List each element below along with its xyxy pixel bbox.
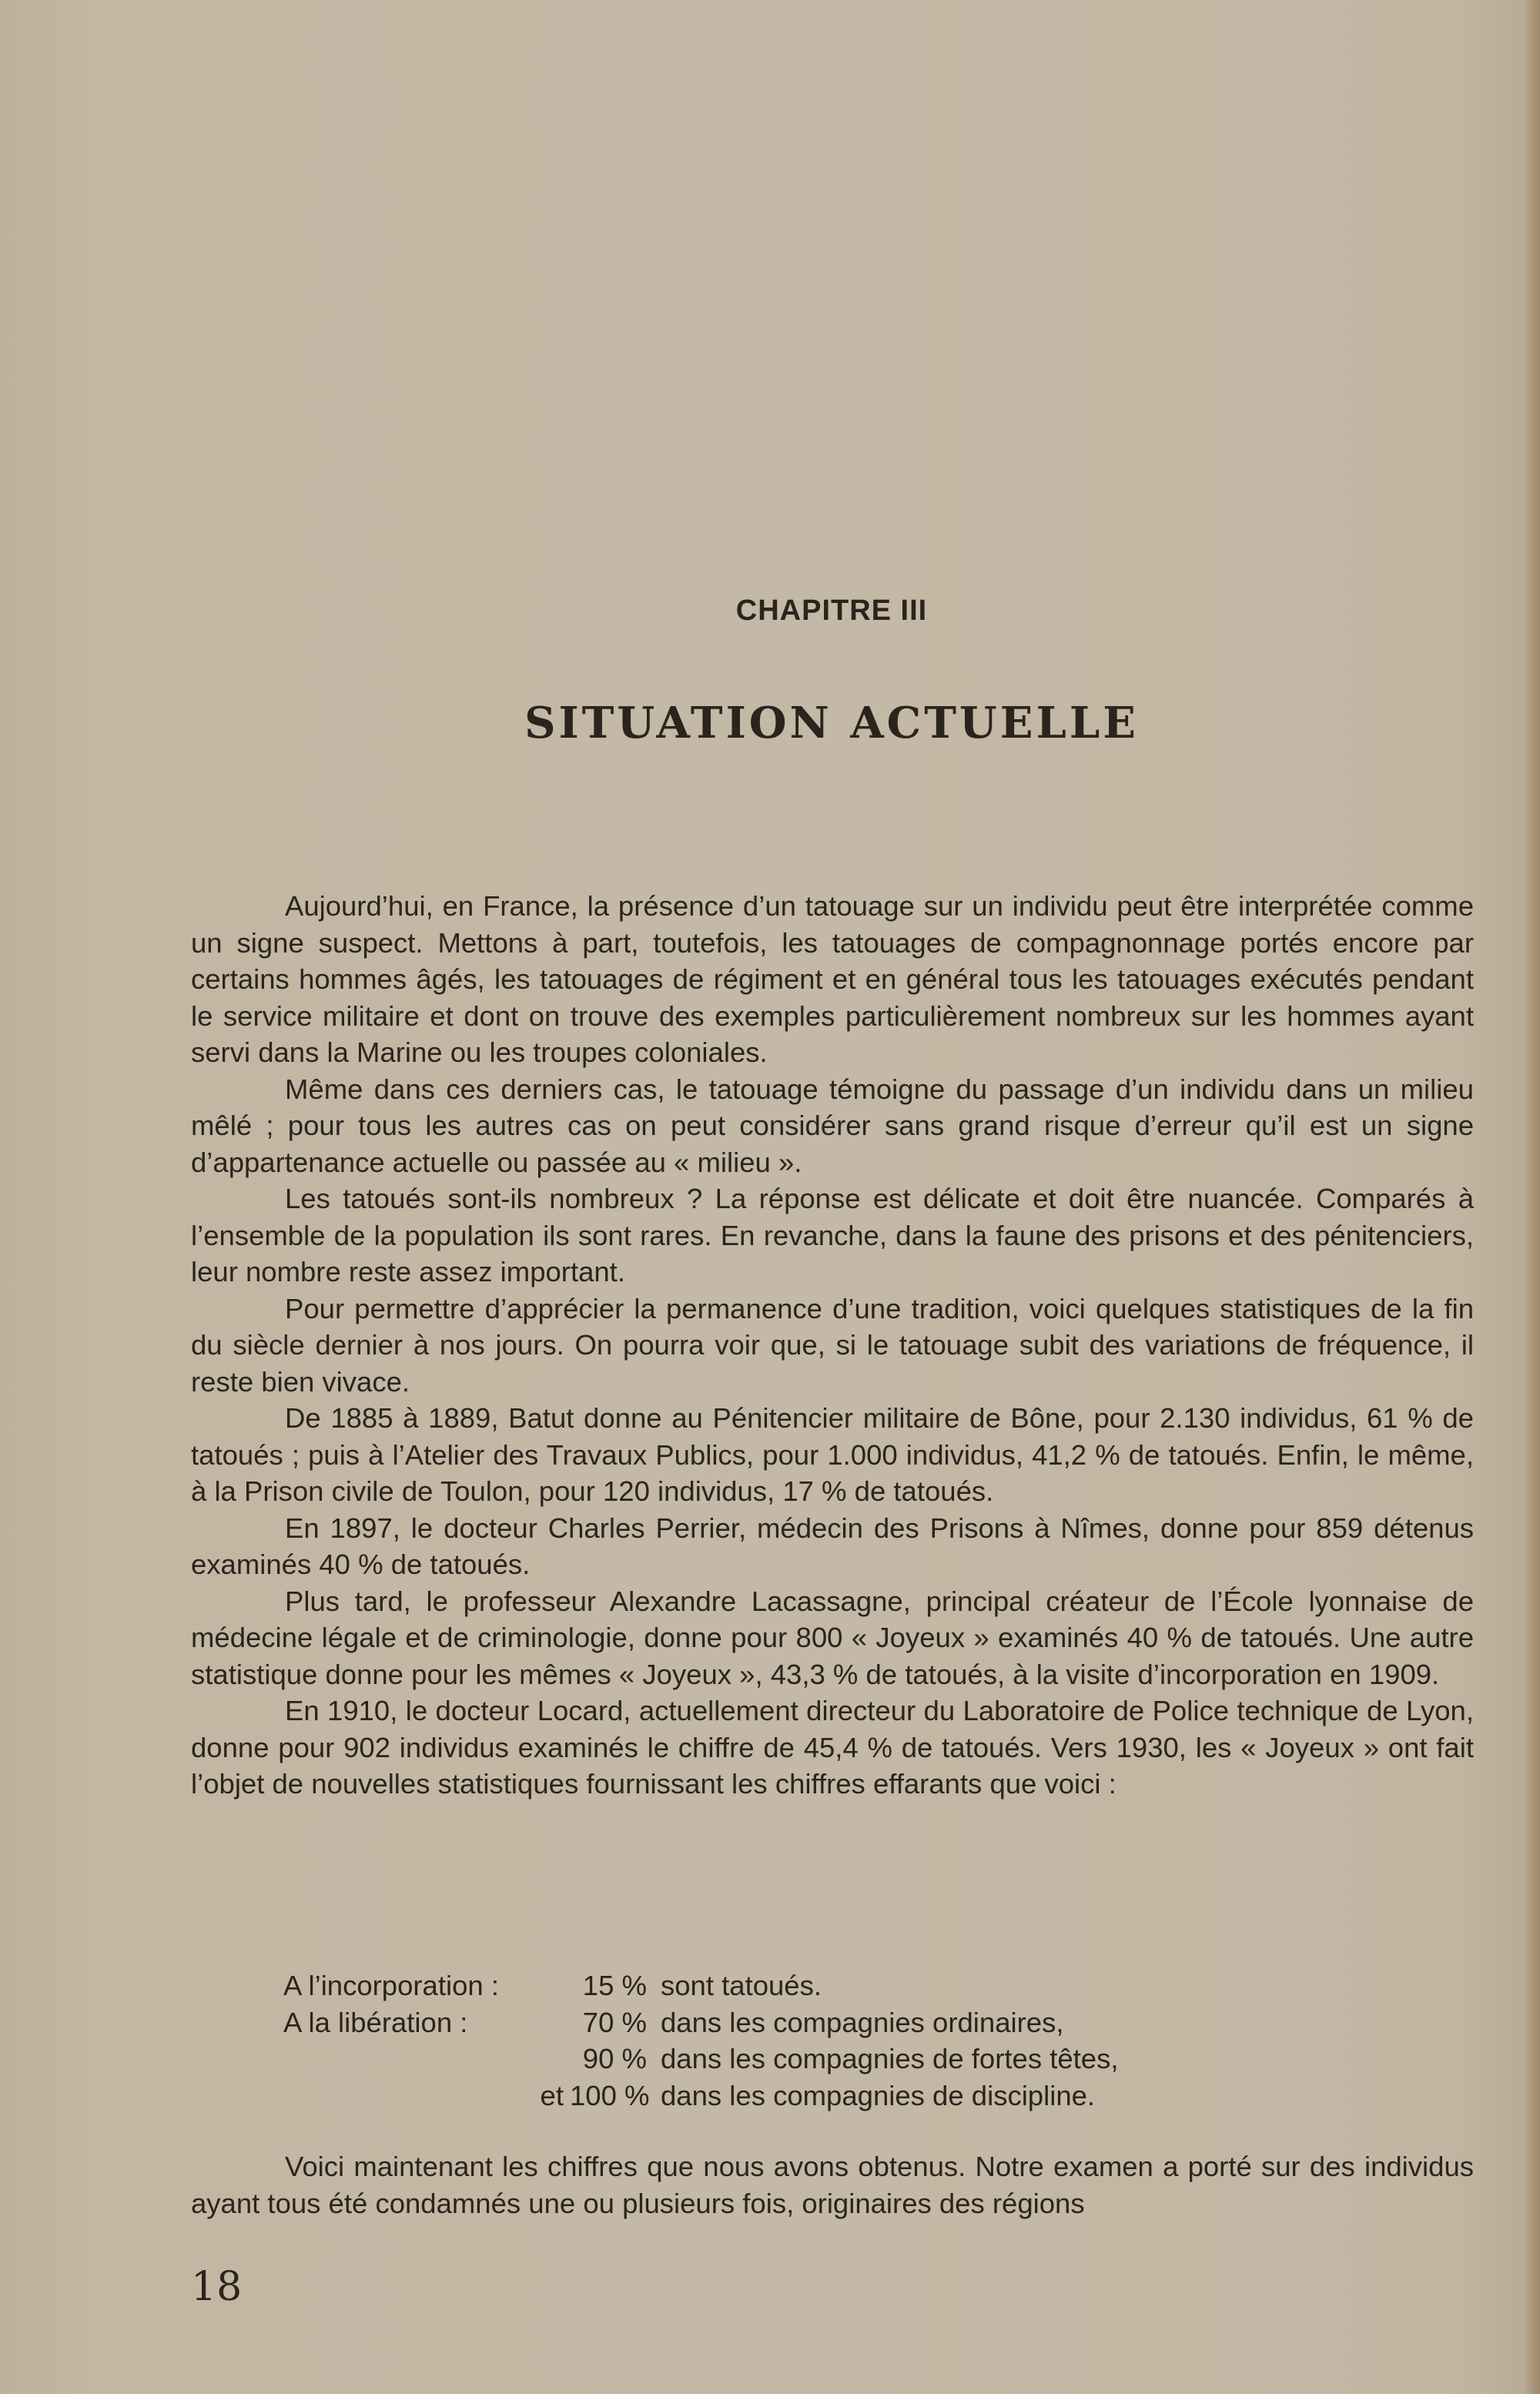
- page-edge-shadow: [1523, 0, 1540, 2394]
- stat-value: 100 %: [570, 2079, 650, 2111]
- stat-label: [283, 2041, 570, 2078]
- paragraph: Même dans ces derniers cas, le tatouage témoigne du passage d’un individu dans un milieu mêlé ; pour tous les autres cas on peut considérer sans grand risque d’erreur qu’il est un signe d’appartenance actuelle ou passée au « milieu ».: [191, 1073, 1474, 1178]
- page-number: 18: [191, 2264, 243, 2310]
- stat-text: dans les compagnies ordinaires,: [661, 2006, 1064, 2038]
- paragraph: Plus tard, le professeur Alexandre Lacassagne, principal créateur de l’École lyonnaise de médecine légale et de criminologie, donne pour 800 « Joyeux » examinés 40 % de tatoués. Une autre statistique donne pour les mêmes « Joyeux », 43,3 % de tatoués, à la visite d’incorporation en 1909.: [191, 1585, 1474, 1690]
- stat-value: 70 %: [582, 2006, 647, 2038]
- stat-value: 15 %: [582, 1970, 647, 2001]
- stat-row: [283, 2078, 1118, 2114]
- chapter-title: SITUATION ACTUELLE: [524, 698, 1139, 748]
- paragraph: De 1885 à 1889, Batut donne au Pénitencier militaire de Bône, pour 2.130 individus, 61 % de tatoués ; puis à l’Atelier des Travaux Publics, pour 1.000 individus, 41,2 % de tatoués. Enfin, le même, à la Prison civile de Toulon, pour 120 individus, 17 % de tatoués.: [191, 1402, 1474, 1507]
- paragraph: En 1910, le docteur Locard, actuellement directeur du Laboratoire de Police technique de Lyon, donne pour 902 individus examinés le chiffre de 45,4 % de tatoués. Vers 1930, les « Joyeux » ont fait l’objet de nouvelles statistiques fournissant les chiffres effarants que voici :: [191, 1695, 1474, 1800]
- closing-text: [191, 2148, 1474, 2222]
- stat-label: A l’incorporation :: [283, 1970, 499, 2001]
- paragraph: En 1897, le docteur Charles Perrier, médecin des Prisons à Nîmes, donne pour 859 détenus examinés 40 % de tatoués.: [191, 1512, 1474, 1580]
- stat-label: A la libération :: [283, 2006, 468, 2038]
- body-text: [191, 888, 1474, 1803]
- stat-text: sont tatoués.: [661, 1970, 822, 2001]
- chapter-label: CHAPITRE III: [735, 594, 928, 627]
- paragraph: Les tatoués sont-ils nombreux ? La réponse est délicate et doit être nuancée. Comparés à l’ensemble de la population ils sont rares. En revanche, dans la faune des prisons et des pénitenciers, leur nombre reste assez important.: [191, 1183, 1474, 1287]
- stat-text: dans les compagnies de fortes têtes,: [661, 2043, 1119, 2074]
- stat-label: et: [540, 2079, 564, 2111]
- paragraph: Voici maintenant les chiffres que nous avons obtenus. Notre examen a porté sur des individus ayant tous été condamnés une ou plusieurs fois, originaires des régions: [191, 2151, 1474, 2219]
- paragraph: Pour permettre d’apprécier la permanence d’une tradition, voici quelques statistiques de la fin du siècle dernier à nos jours. On pourra voir que, si le tatouage subit des variations de fréquence, il reste bien vivace.: [191, 1292, 1474, 1398]
- paragraph: Aujourd’hui, en France, la présence d’un tatouage sur un individu peut être interprétée comme un signe suspect. Mettons à part, toutefois, les tatouages de compagnonnage portés encore par certains hommes âgés, les tatouages de régiment et en général tous les tatouages exécutés pendant le service militaire et dont on trouve des exemples particulièrement nombreux sur les hommes ayant servi dans la Marine ou les troupes coloniales.: [191, 890, 1474, 1068]
- stat-text: dans les compagnies de discipline.: [661, 2079, 1096, 2111]
- tattoo-statistics-list: [283, 1967, 1118, 2114]
- stat-row: [283, 2004, 1118, 2041]
- stat-row: [283, 1967, 1118, 2004]
- stat-row: [283, 2041, 1118, 2078]
- stat-value: 90 %: [582, 2043, 647, 2074]
